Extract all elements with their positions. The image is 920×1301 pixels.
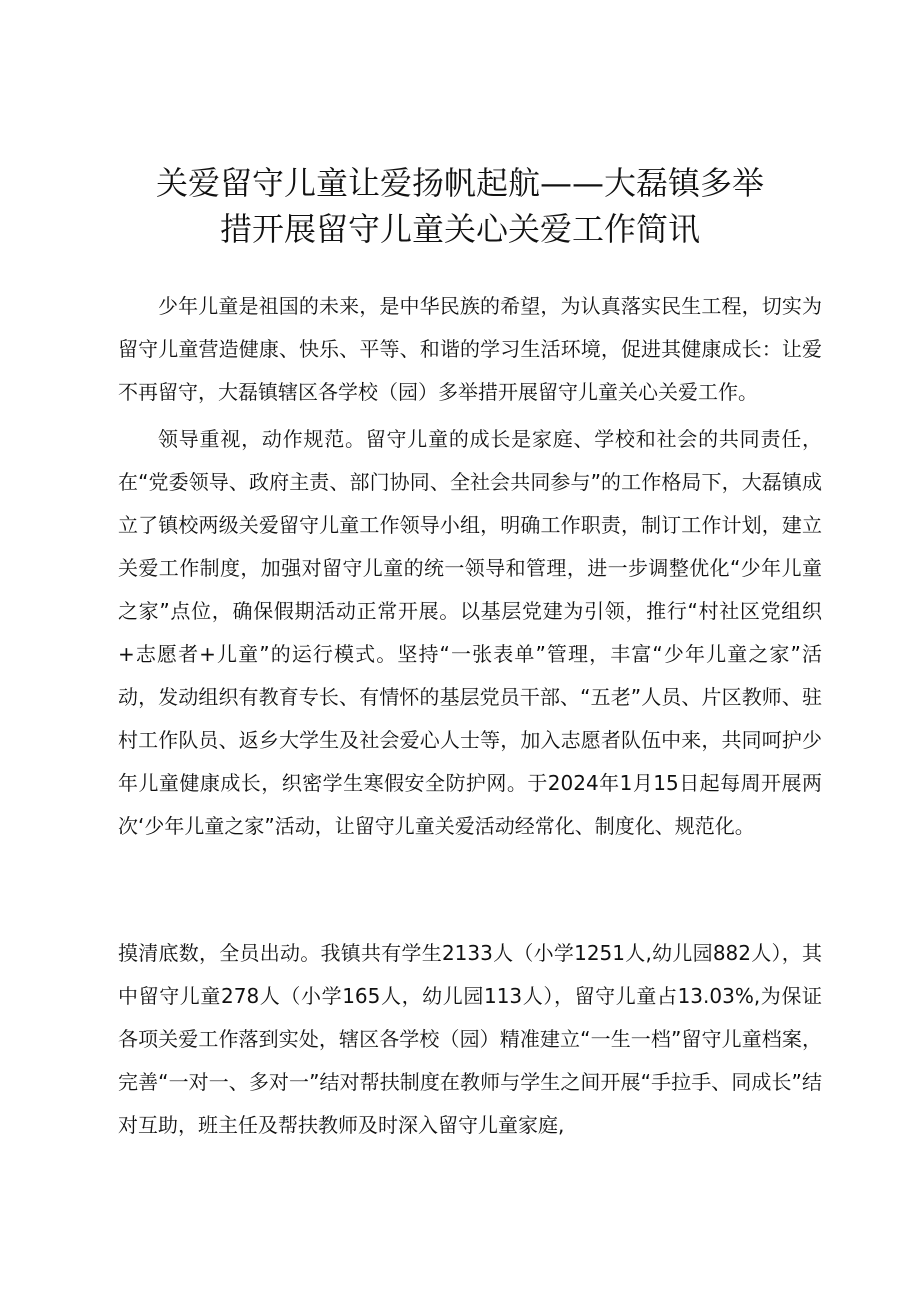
- paragraph-statistics: 摸清底数，全员出动。我镇共有学生2133人（小学1251人,幼儿园882人），其中留守儿童278人（小学165人，幼儿园113人），留守儿童占13.03%,为保证各项关爱工作落到实处，辖区各学校（园）精准建立“一生一档”留守儿童档案，完善“一对一、多对一”结对帮扶制度在教师与学生之间开展“手拉手、同成长”结对互助，班主任及帮扶教师及时深入留守儿童家庭,: [118, 941, 822, 1137]
- title-line-1: 关爱留守儿童让爱扬帆起航——大磊镇多举: [155, 164, 764, 202]
- document-title: [0, 160, 920, 252]
- title-line-2: 措开展留守儿童关心关爱工作简讯: [219, 210, 700, 248]
- paragraph-leadership: 领导重视，动作规范。留守儿童的成长是家庭、学校和社会的共同责任，在“党委领导、政府主责、部门协同、全社会共同参与”的工作格局下，大磊镇成立了镇校两级关爱留守儿童工作领导小组，明确工作职责，制订工作计划，建立关爱工作制度，加强对留守儿童的统一领导和管理，进一步调整优化“少年儿童之家”点位，确保假期活动正常开展。以基层党建为引领，推行“村社区党组织+志愿者+儿童”的运行模式。坚持“一张表单”管理，丰富“少年儿童之家”活动，发动组织有教育专长、有情怀的基层党员干部、“五老”人员、片区教师、驻村工作队员、返乡大学生及社会爱心人士等，加入志愿者队伍中来，共同呵护少年儿童健康成长，织密学生寒假安全防护网。于2024年1月15日起每周开展两次‘少年儿童之家”活动，让留守儿童关爱活动经常化、制度化、规范化。: [118, 427, 822, 838]
- paragraph-intro: 少年儿童是祖国的未来，是中华民族的希望，为认真落实民生工程，切实为留守儿童营造健康、快乐、平等、和谐的学习生活环境，促进其健康成长：让爱不再留守，大磊镇辖区各学校（园）多举措开展留守儿童关心关爱工作。: [118, 294, 822, 404]
